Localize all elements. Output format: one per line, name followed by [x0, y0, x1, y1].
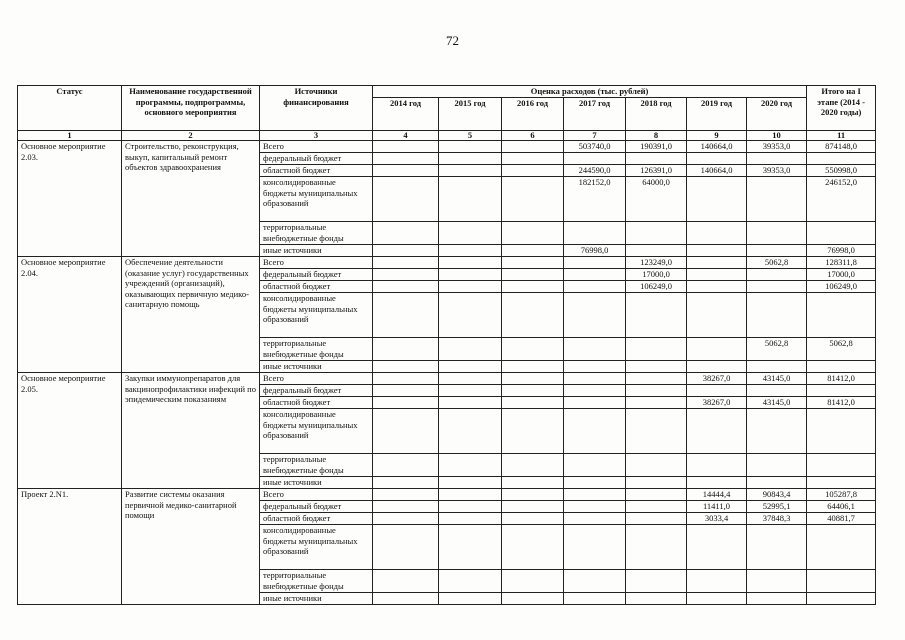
value-cell — [747, 454, 807, 477]
value-cell — [439, 477, 502, 489]
value-cell — [439, 338, 502, 361]
value-cell — [373, 570, 439, 593]
value-cell: 5062,8 — [747, 257, 807, 269]
value-cell — [373, 222, 439, 245]
value-cell — [626, 489, 687, 501]
value-cell — [564, 293, 626, 338]
value-cell — [564, 257, 626, 269]
value-cell — [439, 141, 502, 153]
funding-source: Всего — [260, 141, 373, 153]
column-number: 11 — [807, 131, 876, 141]
value-cell — [373, 281, 439, 293]
total-cell: 17000,0 — [807, 269, 876, 281]
total-cell: 64406,1 — [807, 501, 876, 513]
value-cell — [373, 269, 439, 281]
value-cell — [626, 477, 687, 489]
value-cell — [564, 454, 626, 477]
value-cell: 190391,0 — [626, 141, 687, 153]
value-cell — [373, 257, 439, 269]
value-cell — [502, 409, 564, 454]
value-cell — [687, 409, 747, 454]
value-cell — [439, 245, 502, 257]
value-cell: 182152,0 — [564, 177, 626, 222]
value-cell — [502, 257, 564, 269]
value-cell — [373, 385, 439, 397]
value-cell — [747, 153, 807, 165]
value-cell: 64000,0 — [626, 177, 687, 222]
funding-source: Всего — [260, 257, 373, 269]
value-cell — [502, 397, 564, 409]
value-cell — [626, 593, 687, 605]
page-number: 72 — [446, 33, 459, 48]
funding-source: иные источники — [260, 593, 373, 605]
value-cell — [502, 477, 564, 489]
value-cell: 244590,0 — [564, 165, 626, 177]
value-cell — [439, 525, 502, 570]
value-cell — [626, 501, 687, 513]
total-cell — [807, 153, 876, 165]
value-cell — [373, 293, 439, 338]
value-cell — [502, 373, 564, 385]
value-cell — [373, 153, 439, 165]
header-year: 2017 год — [564, 98, 626, 131]
value-cell: 140664,0 — [687, 141, 747, 153]
funding-source: областной бюджет — [260, 397, 373, 409]
header-year: 2018 год — [626, 98, 687, 131]
value-cell — [373, 501, 439, 513]
total-cell: 81412,0 — [807, 397, 876, 409]
value-cell: 123249,0 — [626, 257, 687, 269]
row-name: Закупки иммунопрепаратов для вакцинопрофилактики инфекций по эпидемическим показаниям — [122, 373, 260, 489]
value-cell — [564, 525, 626, 570]
value-cell — [564, 513, 626, 525]
funding-source: консолидированные бюджеты муниципальных образований — [260, 525, 373, 570]
value-cell — [626, 409, 687, 454]
value-cell — [687, 570, 747, 593]
value-cell — [373, 165, 439, 177]
table-row — [18, 373, 876, 385]
value-cell — [373, 489, 439, 501]
value-cell — [747, 477, 807, 489]
funding-source: федеральный бюджет — [260, 385, 373, 397]
value-cell: 38267,0 — [687, 397, 747, 409]
funding-source: областной бюджет — [260, 165, 373, 177]
column-number: 5 — [439, 131, 502, 141]
value-cell — [626, 385, 687, 397]
total-cell: 105287,8 — [807, 489, 876, 501]
value-cell — [502, 501, 564, 513]
value-cell — [687, 338, 747, 361]
value-cell: 39353,0 — [747, 165, 807, 177]
value-cell — [502, 385, 564, 397]
value-cell — [373, 361, 439, 373]
value-cell — [564, 501, 626, 513]
value-cell — [687, 593, 747, 605]
value-cell — [502, 245, 564, 257]
value-cell — [439, 293, 502, 338]
value-cell — [747, 361, 807, 373]
value-cell — [439, 409, 502, 454]
value-cell — [687, 454, 747, 477]
value-cell — [439, 177, 502, 222]
value-cell — [747, 177, 807, 222]
value-cell — [687, 153, 747, 165]
funding-source: консолидированные бюджеты муниципальных образований — [260, 177, 373, 222]
header-total: Итого на I этапе (2014 - 2020 годы) — [807, 86, 876, 131]
value-cell — [373, 373, 439, 385]
value-cell: 5062,8 — [747, 338, 807, 361]
column-number: 1 — [18, 131, 122, 141]
value-cell: 14444,4 — [687, 489, 747, 501]
total-cell — [807, 454, 876, 477]
value-cell — [502, 293, 564, 338]
column-number: 6 — [502, 131, 564, 141]
value-cell — [747, 222, 807, 245]
value-cell — [626, 245, 687, 257]
value-cell — [373, 513, 439, 525]
value-cell — [687, 269, 747, 281]
funding-source: федеральный бюджет — [260, 153, 373, 165]
value-cell — [502, 141, 564, 153]
value-cell: 52995,1 — [747, 501, 807, 513]
value-cell — [564, 338, 626, 361]
value-cell — [564, 385, 626, 397]
value-cell — [626, 338, 687, 361]
total-cell: 128311,8 — [807, 257, 876, 269]
header-year: 2016 год — [502, 98, 564, 131]
total-cell: 76998,0 — [807, 245, 876, 257]
value-cell — [564, 593, 626, 605]
value-cell: 106249,0 — [626, 281, 687, 293]
value-cell — [502, 454, 564, 477]
value-cell — [439, 222, 502, 245]
funding-source: иные источники — [260, 477, 373, 489]
value-cell — [439, 593, 502, 605]
total-cell: 81412,0 — [807, 373, 876, 385]
funding-source: федеральный бюджет — [260, 501, 373, 513]
value-cell — [373, 397, 439, 409]
funding-source: областной бюджет — [260, 281, 373, 293]
value-cell — [747, 570, 807, 593]
value-cell — [747, 269, 807, 281]
row-status: Проект 2.N1. — [18, 489, 122, 605]
value-cell — [687, 385, 747, 397]
value-cell — [564, 269, 626, 281]
header-name: Наименование государственной программы, подпрограммы, основного мероприятия — [122, 86, 260, 131]
value-cell: 11411,0 — [687, 501, 747, 513]
value-cell — [502, 177, 564, 222]
total-cell: 5062,8 — [807, 338, 876, 361]
total-cell: 550998,0 — [807, 165, 876, 177]
value-cell — [373, 338, 439, 361]
value-cell — [564, 153, 626, 165]
header-status: Статус — [18, 86, 122, 131]
value-cell — [687, 257, 747, 269]
row-status: Основное мероприятие 2.05. — [18, 373, 122, 489]
total-cell — [807, 593, 876, 605]
funding-source: федеральный бюджет — [260, 269, 373, 281]
value-cell: 38267,0 — [687, 373, 747, 385]
column-number: 9 — [687, 131, 747, 141]
value-cell — [439, 489, 502, 501]
value-cell — [439, 513, 502, 525]
value-cell — [439, 269, 502, 281]
value-cell — [747, 385, 807, 397]
funding-source: территориальные внебюджетные фонды — [260, 338, 373, 361]
value-cell — [502, 489, 564, 501]
value-cell — [373, 454, 439, 477]
value-cell — [564, 489, 626, 501]
value-cell — [502, 593, 564, 605]
value-cell — [687, 281, 747, 293]
funding-source: территориальные внебюджетные фонды — [260, 222, 373, 245]
value-cell — [747, 593, 807, 605]
value-cell: 43145,0 — [747, 373, 807, 385]
total-cell — [807, 525, 876, 570]
column-number: 7 — [564, 131, 626, 141]
value-cell — [687, 293, 747, 338]
value-cell — [687, 177, 747, 222]
column-number: 8 — [626, 131, 687, 141]
value-cell — [502, 281, 564, 293]
header-year: 2014 год — [373, 98, 439, 131]
value-cell — [502, 338, 564, 361]
value-cell — [564, 409, 626, 454]
value-cell — [373, 593, 439, 605]
funding-source: Всего — [260, 489, 373, 501]
value-cell — [564, 570, 626, 593]
value-cell — [373, 525, 439, 570]
value-cell: 76998,0 — [564, 245, 626, 257]
value-cell — [747, 281, 807, 293]
column-number: 3 — [260, 131, 373, 141]
value-cell — [502, 269, 564, 281]
value-cell — [747, 293, 807, 338]
funding-source: территориальные внебюджетные фонды — [260, 570, 373, 593]
value-cell — [747, 525, 807, 570]
value-cell — [626, 513, 687, 525]
table-row — [18, 141, 876, 153]
value-cell: 3033,4 — [687, 513, 747, 525]
value-cell: 17000,0 — [626, 269, 687, 281]
table-row — [18, 489, 876, 501]
column-number: 2 — [122, 131, 260, 141]
value-cell — [564, 397, 626, 409]
column-number: 10 — [747, 131, 807, 141]
value-cell: 503740,0 — [564, 141, 626, 153]
value-cell — [439, 257, 502, 269]
row-name: Обеспечение деятельности (оказание услуг) государственных учреждений (организаций), оказывающих первичную медико-санитарную помощь — [122, 257, 260, 373]
header-sources: Источники финансирования — [260, 86, 373, 131]
value-cell — [439, 501, 502, 513]
funding-source: иные источники — [260, 245, 373, 257]
value-cell — [439, 373, 502, 385]
total-cell — [807, 361, 876, 373]
value-cell — [626, 373, 687, 385]
funding-source: консолидированные бюджеты муниципальных образований — [260, 409, 373, 454]
total-cell: 246152,0 — [807, 177, 876, 222]
value-cell — [502, 570, 564, 593]
header-year: 2015 год — [439, 98, 502, 131]
row-name: Строительство, реконструкция, выкуп, капитальный ремонт объектов здравоохранения — [122, 141, 260, 257]
value-cell: 126391,0 — [626, 165, 687, 177]
value-cell — [439, 281, 502, 293]
value-cell: 90843,4 — [747, 489, 807, 501]
value-cell — [687, 525, 747, 570]
value-cell — [439, 153, 502, 165]
value-cell — [687, 477, 747, 489]
value-cell — [626, 397, 687, 409]
value-cell — [626, 153, 687, 165]
total-cell — [807, 385, 876, 397]
total-cell — [807, 477, 876, 489]
value-cell — [687, 222, 747, 245]
value-cell — [502, 513, 564, 525]
value-cell — [502, 525, 564, 570]
value-cell — [373, 245, 439, 257]
total-cell — [807, 570, 876, 593]
value-cell — [502, 165, 564, 177]
expenditure-table — [17, 85, 876, 605]
value-cell — [747, 409, 807, 454]
table-row — [18, 257, 876, 269]
total-cell — [807, 293, 876, 338]
funding-source: иные источники — [260, 361, 373, 373]
value-cell — [502, 222, 564, 245]
value-cell — [564, 281, 626, 293]
value-cell — [564, 373, 626, 385]
funding-source: консолидированные бюджеты муниципальных образований — [260, 293, 373, 338]
value-cell — [439, 385, 502, 397]
row-name: Развитие системы оказания первичной медико-санитарной помощи — [122, 489, 260, 605]
total-cell — [807, 409, 876, 454]
value-cell — [439, 570, 502, 593]
value-cell: 140664,0 — [687, 165, 747, 177]
header-year: 2020 год — [747, 98, 807, 131]
value-cell — [439, 454, 502, 477]
row-status: Основное мероприятие 2.03. — [18, 141, 122, 257]
value-cell — [564, 222, 626, 245]
value-cell — [626, 525, 687, 570]
value-cell — [747, 245, 807, 257]
value-cell — [687, 361, 747, 373]
value-cell — [373, 177, 439, 222]
header-estimate: Оценка расходов (тыс. рублей) — [373, 86, 807, 98]
total-cell — [807, 222, 876, 245]
value-cell — [502, 361, 564, 373]
value-cell — [626, 454, 687, 477]
value-cell — [439, 361, 502, 373]
value-cell — [626, 222, 687, 245]
value-cell — [626, 361, 687, 373]
total-cell: 106249,0 — [807, 281, 876, 293]
value-cell: 39353,0 — [747, 141, 807, 153]
value-cell — [373, 477, 439, 489]
total-cell: 874148,0 — [807, 141, 876, 153]
value-cell — [373, 141, 439, 153]
value-cell: 37848,3 — [747, 513, 807, 525]
column-number: 4 — [373, 131, 439, 141]
total-cell: 40881,7 — [807, 513, 876, 525]
value-cell — [564, 477, 626, 489]
row-status: Основное мероприятие 2.04. — [18, 257, 122, 373]
value-cell — [687, 245, 747, 257]
header-year: 2019 год — [687, 98, 747, 131]
value-cell — [502, 153, 564, 165]
funding-source: Всего — [260, 373, 373, 385]
value-cell — [626, 293, 687, 338]
value-cell — [564, 361, 626, 373]
funding-source: областной бюджет — [260, 513, 373, 525]
funding-source: территориальные внебюджетные фонды — [260, 454, 373, 477]
value-cell: 43145,0 — [747, 397, 807, 409]
value-cell — [373, 409, 439, 454]
value-cell — [439, 165, 502, 177]
value-cell — [626, 570, 687, 593]
value-cell — [439, 397, 502, 409]
